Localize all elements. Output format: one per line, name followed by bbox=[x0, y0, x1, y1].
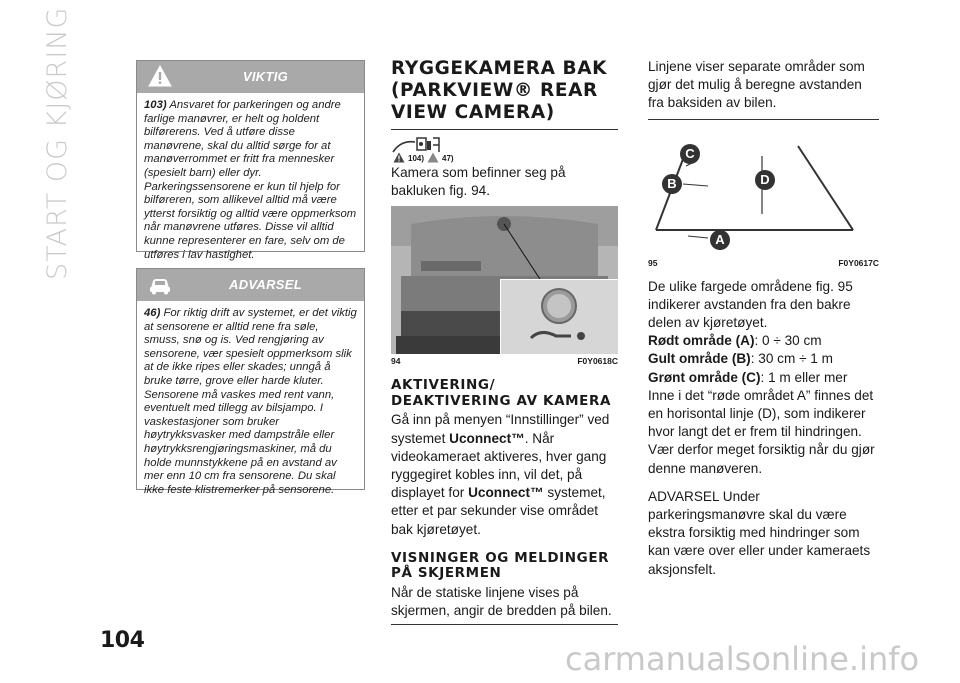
display-heading: VISNINGER OG MELDINGER PÅ SKJERMEN bbox=[391, 549, 610, 582]
figure-95-caption bbox=[648, 258, 879, 268]
figure-94-inset bbox=[500, 279, 618, 354]
figure-95-label-b: B bbox=[662, 174, 682, 194]
zones-intro: De ulike fargede områdene fig. 95 indikerer avstanden fra den bakre delen av kjøretøyet. bbox=[648, 278, 853, 331]
watermark: carmanualsonline.info bbox=[565, 640, 920, 678]
column-bottom-rule bbox=[391, 624, 618, 625]
red-zone-label: Rødt område (A) bbox=[648, 333, 755, 349]
figure-94-code: F0Y0618C bbox=[577, 356, 618, 367]
advarsel-body bbox=[137, 301, 364, 505]
advarsel-header bbox=[137, 269, 364, 301]
figure-94-number: 94 bbox=[391, 356, 401, 367]
section-icons-row bbox=[391, 130, 618, 164]
section-title: RYGGEKAMERA BAK (PARKVIEW® REAR VIEW CAMERA) bbox=[391, 58, 608, 123]
activation-paragraph bbox=[391, 411, 618, 538]
viktig-text: Ansvaret for parkeringen og andre farlige manøvrer, er helt og holdent bilførerens. Ved å utføre disse manøvrene, skal du alltid sørge for at manøverrommet er fritt fra mennesker (spesielt barn) eller dyr. Parkeringssensorene er kun til hjelp for bilføreren, som allikevel alltid må være ytterst forsiktig og alltid være oppmerksom når manøvrene utføres. Disse vil alltid kunne representerer en fare, selv om de utføres i lav hastighet. bbox=[144, 99, 357, 261]
warning-ref-icon bbox=[393, 152, 405, 163]
uconnect-label-2: Uconnect™ bbox=[468, 485, 544, 501]
warning-paragraph: ADVARSEL Under parkeringsmanøvre skal du være ekstra forsiktig med hindringer som kan være over eller under kameraets aksjonsfelt. bbox=[648, 488, 871, 577]
figure-95-top-rule bbox=[648, 119, 879, 120]
figure-94 bbox=[391, 206, 618, 354]
figure-95-label-a: A bbox=[710, 230, 730, 250]
red-zone-value: : 0 ÷ 30 cm bbox=[754, 333, 822, 349]
green-zone-value: : 1 m eller mer bbox=[760, 369, 848, 385]
camera-section bbox=[391, 58, 618, 625]
figure-95-label-c: C bbox=[680, 144, 700, 164]
yellow-zone-label: Gult område (B) bbox=[648, 351, 751, 367]
activation-heading: AKTIVERING/ DEAKTIVERING AV KAMERA bbox=[391, 377, 612, 409]
yellow-zone-line bbox=[648, 350, 879, 368]
display-paragraph: Når de statiske linjene vises på skjermen, angir de bredden på bilen. bbox=[391, 584, 612, 619]
uconnect-label-1: Uconnect™ bbox=[449, 430, 525, 446]
chapter-side-tab bbox=[22, 6, 82, 280]
green-zone-line bbox=[648, 369, 879, 387]
green-zone-label: Grønt område (C) bbox=[648, 369, 761, 385]
figure-95-number: 95 bbox=[648, 257, 658, 268]
advarsel-text: For riktig drift av systemet, er det viktig at sensorene er alltid rene fra søle, smuss, snø og is. Ved rengjøring av sensorene, vær spesielt oppmerksom slik at de ikke ripes eller skades; unngå å bruke tørre, grove eller harde kluter. Sensorene må vaskes med rent vann, eventuelt med tillegg av bilsjampo. I vaskestasjoner som bruker høytrykksvasker med dampstråle eller høytrykksrengjøringsmaskiner, må du holde munnstykkene på en avstand av mer enn 10 cm fra sensorene. Du skal ikke feste klistremerker på sensorene. bbox=[144, 307, 357, 496]
fiat-badge-closeup bbox=[501, 280, 618, 354]
car-ref-icon bbox=[427, 152, 439, 163]
viktig-ref: 103) bbox=[144, 99, 167, 111]
yellow-zone-value: : 30 cm ÷ 1 m bbox=[750, 351, 833, 367]
figure-95-code: F0Y0617C bbox=[838, 257, 879, 268]
red-line-paragraph: Inne i det “røde området A” finnes det en horisontal linje (D), som indikerer hvor langt det er frem til hindringen. Vær derfor meget forsiktig når du gjør denne manøveren. bbox=[648, 387, 875, 476]
figure-95-label-d: D bbox=[755, 170, 775, 190]
guidelines-intro: Linjene viser separate områder som gjør det mulig å beregne avstanden fra baksiden av bilen. bbox=[648, 59, 865, 111]
advarsel-ref: 46) bbox=[144, 307, 161, 319]
figure-95 bbox=[648, 126, 879, 254]
advarsel-box bbox=[136, 268, 365, 496]
red-zone-line bbox=[648, 332, 879, 350]
figure-94-caption bbox=[391, 356, 618, 366]
viktig-box bbox=[136, 60, 365, 261]
activation-text-3: systemet, etter et par sekunder vise området bak kjøretøyet. bbox=[391, 485, 606, 537]
page-number: 104 bbox=[100, 628, 145, 653]
chapter-title: START OG KJØRING bbox=[42, 6, 73, 280]
viktig-header bbox=[137, 61, 364, 93]
advarsel-title: ADVARSEL bbox=[229, 277, 302, 292]
viktig-body bbox=[137, 93, 364, 270]
guidelines-section bbox=[648, 58, 879, 579]
section-intro: Kamera som befinner seg på bakluken fig. 94. bbox=[391, 165, 566, 199]
activation-text-2: . Når videokameraet aktiveres, hver gang ryggegiret kobles inn, vil det, på displayet for bbox=[391, 430, 607, 501]
activation-text-1: Gå inn på menyen “Innstillinger” ved systemet bbox=[391, 412, 610, 446]
viktig-title: VIKTIG bbox=[242, 69, 289, 84]
warn-ref-1: 104) bbox=[408, 154, 425, 163]
warn-ref-2: 47) bbox=[442, 154, 454, 163]
guideline-diagram bbox=[648, 126, 879, 254]
